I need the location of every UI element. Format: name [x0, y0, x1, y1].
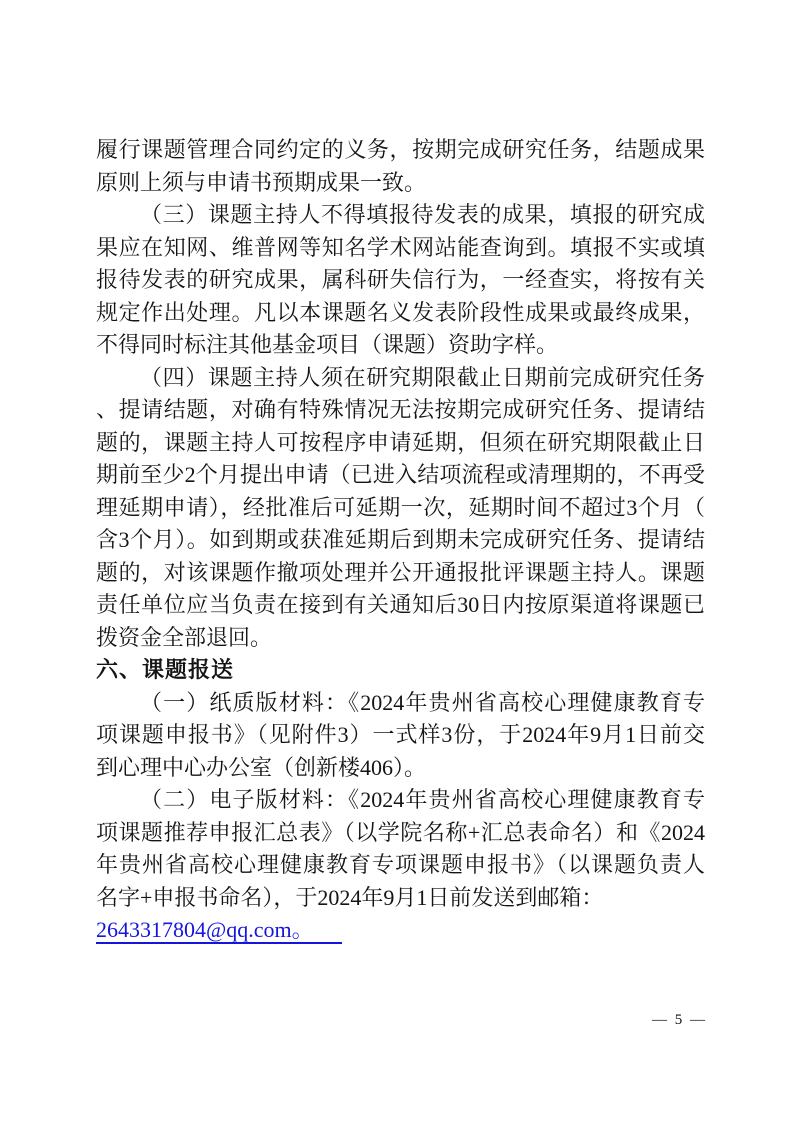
text-line: 报待发表的研究成果，属科研失信行为，一经查实，将按有关 — [96, 267, 705, 292]
text-line: 年贵州省高校心理健康教育专项课题申报书》（以课题负责人 — [96, 852, 705, 877]
text-line: 题的，对该课题作撤项处理并公开通报批评课题主持人。课题 — [96, 559, 705, 585]
page-number: — 5 — — [652, 1012, 707, 1028]
text-line: 原则上须与申请书预期成果一致。 — [96, 169, 427, 195]
text-line: 规定作出处理。凡以本课题名义发表阶段性成果或最终成果， — [96, 299, 705, 325]
text-line: 题的，课题主持人可按程序申请延期，但须在研究期限截止日 — [96, 429, 705, 455]
text-line: 不得同时标注其他基金项目（课题）资助字样。 — [96, 332, 559, 357]
document-body — [96, 134, 705, 947]
text-line: 含3个月）。如到期或获准延期后到期未完成研究任务、提请结 — [96, 527, 705, 552]
section-heading: 六、课题报送 — [96, 657, 235, 682]
text-line: 到心理中心办公室（创新楼406）。 — [96, 754, 427, 780]
text-line: 名字+申报书命名），于2024年9月1日前发送到邮箱： — [96, 884, 604, 910]
text-line: 拨资金全部退回。 — [96, 624, 273, 650]
text-line: 、提请结题，对确有特殊情况无法按期完成研究任务、提请结 — [96, 397, 705, 422]
text-line: 期前至少2个月提出申请（已进入结项流程或清理期的，不再受 — [96, 462, 705, 487]
text-line: 履行课题管理合同约定的义务，按期完成研究任务，结题成果 — [96, 137, 705, 162]
text-line — [96, 914, 705, 947]
text-line: （四）课题主持人须在研究期限截止日期前完成研究任务 — [140, 364, 705, 390]
email-link[interactable]: 2643317804@qq.com。 — [96, 917, 342, 944]
text-line: 果应在知网、维普网等知名学术网站能查询到。填报不实或填 — [96, 234, 705, 260]
text-line: 项课题申报书》（见附件3）一式样3份，于2024年9月1日前交 — [96, 722, 705, 747]
text-line: （二）电子版材料：《2024年贵州省高校心理健康教育专 — [140, 787, 705, 812]
text-line: 项课题推荐申报汇总表》（以学院名称+汇总表命名）和《2024 — [96, 819, 705, 845]
text-line: （三）课题主持人不得填报待发表的成果，填报的研究成 — [140, 202, 705, 227]
text-line: 责任单位应当负责在接到有关通知后30日内按原渠道将课题已 — [96, 592, 705, 617]
text-line: 理延期申请），经批准后可延期一次，延期时间不超过3个月（ — [96, 494, 705, 520]
text-line: （一）纸质版材料：《2024年贵州省高校心理健康教育专 — [140, 689, 705, 715]
